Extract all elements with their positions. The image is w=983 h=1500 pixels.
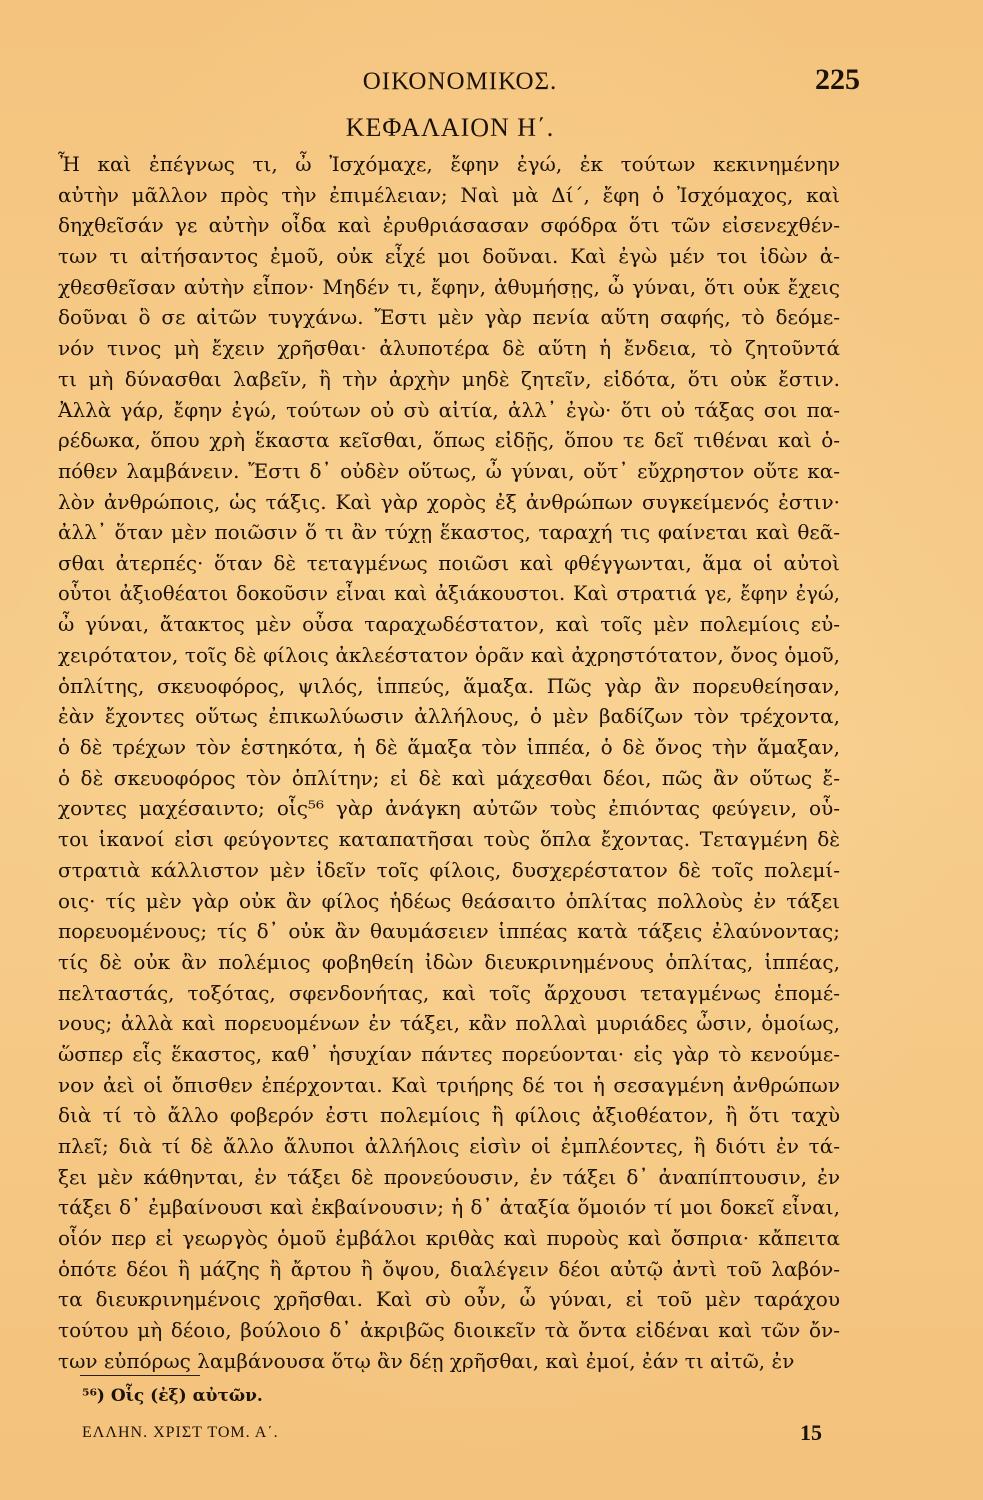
- text-line: ρέδωκα, ὅπου χρὴ ἕκαστα κεῖσθαι, ὅπως εἰδῇς, ὅπου τε δεῖ τιθέναι καὶ ὁ-: [58, 428, 840, 453]
- text-line: ὥσπερ εἷς ἕκαστος, καθ᾽ ἡσυχίαν πάντες πορεύονται· εἰς γὰρ τὸ κενούμε-: [58, 1041, 840, 1066]
- printer-signature: ΕΛΛΗΝ. ΧΡΙΣΤ ΤΟΜ. Α΄.: [82, 1424, 279, 1441]
- text-line: οἷόν περ εἰ γεωργὸς ὁμοῦ ἐμβάλοι κριθὰς καὶ πυροὺς καὶ ὄσπρια· κἄπειτα: [58, 1226, 840, 1251]
- running-head: [60, 62, 860, 102]
- text-line: διὰ τί τὸ ἄλλο φοβερόν ἐστι πολεμίοις ἢ φίλοις ἀξιοθέατον, ἢ ὅτι ταχὺ: [58, 1103, 840, 1128]
- body-text: [58, 149, 840, 1377]
- text-line: λὸν ἀνθρώποις, ὡς τάξις. Καὶ γὰρ χορὸς ἐξ ἀνθρώπων συγκείμενός ἐστιν·: [58, 489, 840, 514]
- text-line: οις· τίς μὲν γὰρ οὐκ ἂν φίλος ἡδέως θεάσαιτο ὁπλίτας πολλοὺς ἐν τάξει: [58, 888, 840, 913]
- text-line: ὦ γύναι, ἄτακτος μὲν οὖσα ταραχωδέστατον, καὶ τοῖς μὲν πολεμίοις εὐ-: [58, 612, 840, 637]
- text-line: τα διευκρινημένοις χρῆσθαι. Καὶ σὺ οὖν, ὦ γύναι, εἰ τοῦ μὲν ταράχου: [58, 1287, 840, 1312]
- sheet-number: 15: [800, 1420, 822, 1445]
- text-line: πλεῖ; διὰ τί δὲ ἄλλο ἄλυποι ἀλλήλοις εἰσὶν οἱ ἐμπλέοντες, ἢ διότι ἐν τά-: [58, 1134, 840, 1158]
- text-line: Ἦ καὶ ἐπέγνως τι, ὦ Ἰσχόμαχε, ἔφην ἐγώ, ἐκ τούτων κεκινημένην: [58, 152, 840, 176]
- text-line: νους; ἀλλὰ καὶ πορευομένων ἐν τάξει, κἂν πολλαὶ μυριάδες ὦσιν, ὁμοίως,: [58, 1011, 840, 1036]
- text-line: των εὐπόρως λαμβάνουσα ὅτῳ ἂν δέῃ χρῆσθαι, καὶ ἐμοί, ἐάν τι αἰτῶ, ἐν: [58, 1348, 795, 1373]
- text-line: πόθεν λαμβάνειν. Ἔστι δ᾽ οὐδὲν οὕτως, ὦ γύναι, οὔτ᾽ εὔχρηστον οὔτε κα-: [58, 458, 840, 483]
- text-line: ὁπότε δέοι ἢ μάζης ἢ ἄρτου ἢ ὄψου, διαλέγειν δέοι αὐτῷ ἀντὶ τοῦ λαβόν-: [58, 1256, 840, 1281]
- text-line: ἀλλ᾽ ὅταν μὲν ποιῶσιν ὅ τι ἂν τύχῃ ἕκαστος, ταραχή τις φαίνεται καὶ θεᾶ-: [58, 520, 840, 545]
- text-line: ξει μὲν κάθηνται, ἐν τάξει δὲ προνεύουσιν, ἐν τάξει δ᾽ ἀναπίπτουσιν, ἐν: [58, 1164, 840, 1189]
- text-line: σθαι ἀτερπές· ὅταν δὲ τεταγμένως ποιῶσι καὶ φθέγγωνται, ἅμα οἱ αὐτοὶ: [58, 550, 840, 575]
- text-line: τοι ἱκανοί εἰσι φεύγοντες καταπατῆσαι τοὺς ὅπλα ἔχοντας. Τεταγμένη δὲ: [58, 827, 840, 852]
- text-line: Ἀλλὰ γάρ, ἔφην ἐγώ, τούτων οὐ σὺ αἰτία, ἀλλ᾽ ἐγὼ· ὅτι οὐ τάξας σοι πα-: [58, 397, 840, 422]
- text-line: πορευομένους; τίς δ᾽ οὐκ ἂν θαυμάσειεν ἱππέας κατὰ τάξεις ἐλαύνοντας;: [58, 919, 840, 944]
- text-line: οὗτοι ἀξιοθέατοι δοκοῦσιν εἶναι καὶ ἀξιάκουστοι. Καὶ στρατιά γε, ἔφην ἐγώ,: [58, 581, 840, 605]
- chapter-heading: ΚΕΦΑΛΑΙΟΝ Η΄.: [345, 113, 555, 142]
- text-line: χθεσθεῖσαν αὐτὴν εἶπον· Μηδέν τι, ἔφην, ἀθυμήσῃς, ὦ γύναι, ὅτι οὐκ ἔχεις: [58, 274, 840, 299]
- text-line: τάξει δ᾽ ἐμβαίνουσι καὶ ἐκβαίνουσιν; ἡ δ᾽ ἀταξία ὅμοιόν τί μοι δοκεῖ εἶναι,: [58, 1195, 840, 1220]
- text-line: τι μὴ δύνασθαι λαβεῖν, ἢ τὴν ἀρχὴν μηδὲ ζητεῖν, εἰδότα, ὅτι οὐκ ἔστιν.: [58, 366, 840, 391]
- text-line: των τι αἰτήσαντος ἐμοῦ, οὐκ εἶχέ μοι δοῦναι. Καὶ ἐγὼ μέν τοι ἰδὼν ἀ-: [58, 244, 840, 269]
- text-line: δηχθεῖσάν γε αὐτὴν οἶδα καὶ ἐρυθριάσασαν σφόδρα ὅτι τῶν εἰσενεχθέν-: [58, 213, 840, 238]
- text-line: ὁπλίτης, σκευοφόρος, ψιλός, ἱππεύς, ἅμαξα. Πῶς γὰρ ἂν πορευθείησαν,: [58, 673, 840, 698]
- text-line: χοντες μαχέσαιντο; οἷς⁵⁶ γὰρ ἀνάγκη αὐτῶν τοὺς ἐπιόντας φεύγειν, οὗ-: [58, 796, 840, 821]
- text-line: ὁ δὲ τρέχων τὸν ἑστηκότα, ἡ δὲ ἅμαξα τὸν ἱππέα, ὁ δὲ ὄνος τὴν ἅμαξαν,: [58, 735, 840, 760]
- text-line: τίς δὲ οὐκ ἂν πολέμιος φοβηθείη ἰδὼν διευκρινημένους ὁπλίτας, ἱππέας,: [58, 949, 840, 974]
- text-line: ὁ δὲ σκευοφόρος τὸν ὁπλίτην; εἰ δὲ καὶ μάχεσθαι δέοι, πῶς ἂν οὕτως ἔ-: [58, 765, 840, 790]
- footnote-rule: [80, 1375, 200, 1376]
- text-line: στρατιὰ κάλλιστον μὲν ἰδεῖν τοῖς φίλοις, δυσχερέστατον δὲ τοῖς πολεμί-: [58, 857, 840, 882]
- text-line: ἐὰν ἔχοντες οὕτως ἐπικωλύωσιν ἀλλήλους, ὁ μὲν βαδίζων τὸν τρέχοντα,: [58, 704, 840, 729]
- running-title: ΟΙΚΟΝΟΜΙΚΟΣ.: [362, 68, 558, 95]
- text-line: χειρότατον, τοῖς δὲ φίλοις ἀκλεέστατον ὁρᾶν καὶ ἀχρηστότατον, ὄνος ὁμοῦ,: [58, 643, 840, 667]
- text-line: πελταστάς, τοξότας, σφενδονήτας, καὶ τοῖς ἄρχουσι τεταγμένως ἑπομέ-: [58, 980, 840, 1005]
- text-line: νόν τινος μὴ ἔχειν χρῆσθαι· ἀλυποτέρα δὲ αὕτη ἡ ἔνδεια, τὸ ζητοῦντά: [58, 336, 840, 361]
- text-line: δοῦναι ὃ σε αἰτῶν τυγχάνω. Ἔστι μὲν γὰρ πενία αὕτη σαφής, τὸ δεόμε-: [58, 305, 840, 330]
- page-number: 225: [815, 63, 860, 96]
- text-line: νον ἀεὶ οἱ ὄπισθεν ἐπέρχονται. Καὶ τριήρης δέ τοι ἡ σεσαγμένη ἀνθρώπων: [58, 1072, 840, 1097]
- page-footer: [82, 1418, 822, 1448]
- text-line: τούτου μὴ δέοιο, βούλοιο δ᾽ ἀκριβῶς διοικεῖν τὰ ὄντα εἰδέναι καὶ τῶν ὄν-: [58, 1318, 840, 1343]
- text-line: αὐτὴν μᾶλλον πρὸς τὴν ἐπιμέλειαν; Ναὶ μὰ Δί΄, ἔφη ὁ Ἰσχόμαχος, καὶ: [58, 182, 840, 207]
- footnote: ⁵⁶) Οἷς (ἐξ) αὐτῶν.: [82, 1386, 263, 1406]
